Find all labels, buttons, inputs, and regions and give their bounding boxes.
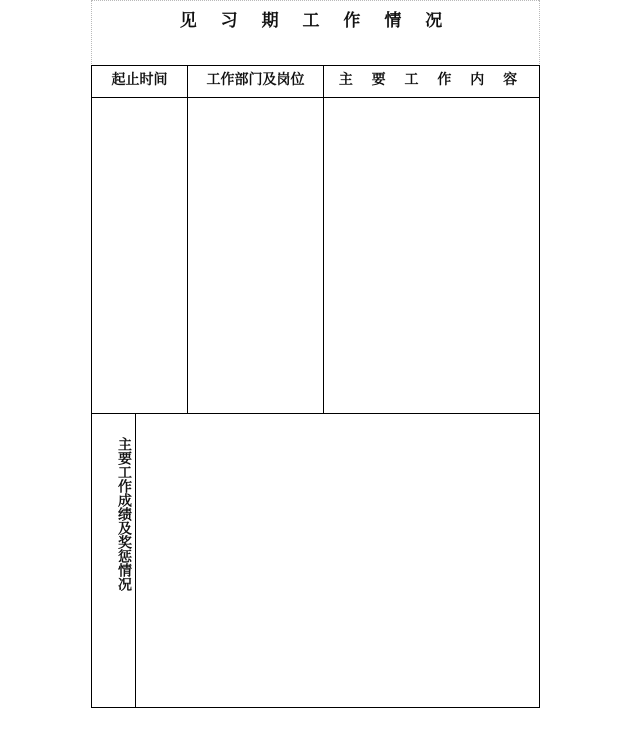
department-cell[interactable] [188, 98, 323, 413]
content-cell[interactable] [324, 98, 539, 413]
table-border-bottom [91, 707, 540, 708]
header-main-work-content: 主 要 工 作 内 容 [338, 72, 525, 88]
achievements-label: 主要工作成绩及奖惩情况 [116, 437, 132, 591]
time-cell[interactable] [92, 98, 187, 413]
achievements-cell[interactable] [136, 414, 539, 707]
header-department-position: 工作部门及岗位 [206, 72, 305, 88]
document-title: 见 习 期 工 作 情 况 [179, 11, 452, 31]
page-guide-top [91, 0, 539, 1]
header-start-end-time: 起止时间 [111, 72, 168, 88]
table-border-right [539, 65, 540, 708]
